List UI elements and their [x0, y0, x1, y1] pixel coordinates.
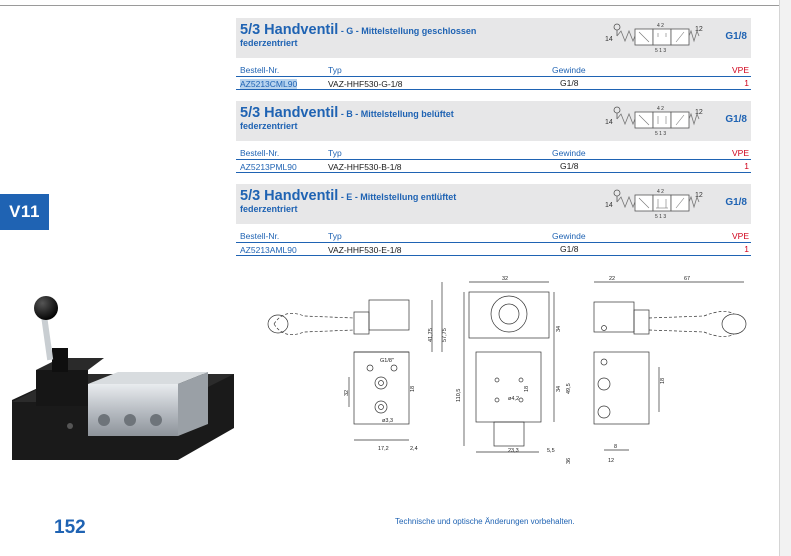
- col-type: Typ: [328, 231, 342, 241]
- thread-value: G1/8: [560, 161, 579, 171]
- section-subtitle: federzentriert: [240, 121, 298, 131]
- svg-text:2,4: 2,4: [410, 446, 418, 452]
- svg-text:57,75: 57,75: [442, 328, 448, 342]
- type-value: VAZ-HHF530-B-1/8: [328, 162, 402, 172]
- product-photo: [8, 292, 236, 462]
- col-order: Bestell-Nr.: [240, 231, 280, 241]
- svg-text:12: 12: [608, 458, 615, 464]
- top-rule: [0, 5, 779, 6]
- svg-text:ø3,3: ø3,3: [382, 418, 394, 424]
- section-subtitle: federzentriert: [240, 204, 298, 214]
- svg-text:110,5: 110,5: [456, 388, 462, 402]
- col-type: Typ: [328, 65, 342, 75]
- col-order: Bestell-Nr.: [240, 148, 280, 158]
- col-thread: Gewinde: [552, 231, 586, 241]
- svg-text:36: 36: [566, 457, 572, 464]
- table-row: [236, 77, 751, 90]
- section-title: 5/3 Handventil - B - Mittelstellung belüftet: [240, 105, 454, 121]
- table-header: [236, 63, 751, 77]
- port-size: G1/8: [725, 31, 747, 42]
- type-value: VAZ-HHF530-E-1/8: [328, 245, 402, 255]
- svg-text:14: 14: [605, 36, 613, 43]
- table-row: [236, 160, 751, 173]
- product-section-b: [236, 101, 751, 173]
- section-header: [236, 18, 751, 58]
- table-row: [236, 243, 751, 256]
- col-thread: Gewinde: [552, 65, 586, 75]
- order-number[interactable]: AZ5213CML90: [240, 79, 298, 89]
- footer-note: Technische und optische Änderungen vorbehalten.: [395, 517, 575, 526]
- vpe-value: 1: [744, 78, 749, 88]
- col-thread: Gewinde: [552, 148, 586, 158]
- col-order: Bestell-Nr.: [240, 65, 280, 75]
- type-value: VAZ-HHF530-G-1/8: [328, 79, 403, 89]
- section-header: [236, 101, 751, 141]
- svg-text:ø4,2: ø4,2: [508, 396, 520, 402]
- valve-symbol-icon: [603, 103, 708, 139]
- svg-text:34: 34: [556, 325, 562, 332]
- section-title: 5/3 Handventil - E - Mittelstellung entlüftet: [240, 188, 457, 204]
- table-header: [236, 229, 751, 243]
- svg-text:5 1 3: 5 1 3: [655, 214, 667, 220]
- svg-text:41,75: 41,75: [428, 328, 434, 342]
- svg-text:4 2: 4 2: [657, 106, 664, 112]
- table-header: [236, 146, 751, 160]
- vpe-value: 1: [744, 244, 749, 254]
- dimension-drawing: [264, 272, 764, 477]
- svg-text:5 1 3: 5 1 3: [655, 131, 667, 137]
- order-number[interactable]: AZ5213PML90: [240, 162, 297, 172]
- section-subtitle: federzentriert: [240, 38, 298, 48]
- svg-text:17,2: 17,2: [378, 446, 389, 452]
- col-vpe: VPE: [731, 65, 749, 75]
- svg-text:18: 18: [524, 385, 530, 392]
- order-number[interactable]: AZ5213AML90: [240, 245, 297, 255]
- svg-text:4 2: 4 2: [657, 189, 664, 195]
- col-type: Typ: [328, 148, 342, 158]
- svg-text:32: 32: [344, 389, 350, 396]
- svg-text:49,5: 49,5: [566, 383, 572, 394]
- svg-text:4 2: 4 2: [657, 23, 664, 29]
- svg-text:14: 14: [605, 119, 613, 126]
- product-section-g: [236, 18, 751, 90]
- thread-value: G1/8: [560, 78, 579, 88]
- page-number: 152: [54, 517, 86, 538]
- svg-text:14: 14: [605, 202, 613, 209]
- page-edge: [779, 0, 791, 556]
- chapter-tab: V11: [0, 194, 49, 230]
- product-section-e: [236, 184, 751, 256]
- vpe-value: 1: [744, 161, 749, 171]
- svg-text:5 1 3: 5 1 3: [655, 48, 667, 54]
- section-title: 5/3 Handventil - G - Mittelstellung geschlossen: [240, 22, 477, 38]
- svg-text:12: 12: [695, 109, 703, 116]
- col-vpe: VPE: [731, 148, 749, 158]
- svg-text:G1/8": G1/8": [380, 358, 394, 364]
- svg-text:5,5: 5,5: [547, 448, 555, 454]
- svg-text:12: 12: [695, 192, 703, 199]
- port-size: G1/8: [725, 114, 747, 125]
- thread-value: G1/8: [560, 244, 579, 254]
- section-header: [236, 184, 751, 224]
- svg-text:12: 12: [695, 26, 703, 33]
- svg-text:8: 8: [614, 444, 618, 450]
- col-vpe: VPE: [731, 231, 749, 241]
- svg-text:18: 18: [410, 385, 416, 392]
- svg-text:32: 32: [502, 276, 509, 282]
- svg-text:23,3: 23,3: [508, 448, 519, 454]
- svg-text:22: 22: [609, 276, 616, 282]
- svg-text:34: 34: [556, 385, 562, 392]
- svg-text:18: 18: [660, 377, 666, 384]
- valve-symbol-icon: [603, 20, 708, 56]
- svg-text:67: 67: [684, 276, 691, 282]
- valve-symbol-icon: [603, 186, 708, 222]
- port-size: G1/8: [725, 197, 747, 208]
